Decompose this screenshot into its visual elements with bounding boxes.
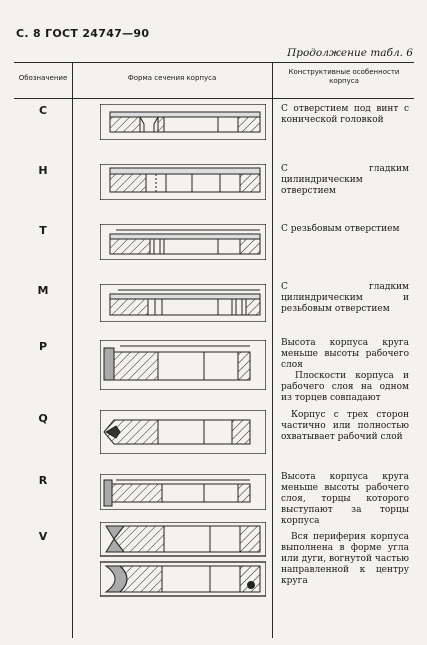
desc-paragraph: Высота корпуса круга меньше высоты рабочего слоя, торцы которого выступают за торцы корпуса <box>281 472 409 526</box>
row-code-p: P <box>38 340 48 353</box>
row-desc-m <box>281 282 409 315</box>
section-drawing-r <box>100 474 266 510</box>
desc-paragraph: Вся периферия корпуса выполнена в форме угла или дуги, вогнутой частью направленной к центру круга <box>281 532 409 586</box>
section-drawing-v <box>100 522 266 598</box>
table-continuation-label: Продолжение табл. 6 <box>287 47 413 59</box>
table-header-rule <box>14 98 414 99</box>
row-desc-h <box>281 164 409 197</box>
col-header-code: Обозначение <box>18 74 68 82</box>
row-code-h: H <box>38 164 48 177</box>
row-code-c: C <box>38 104 48 117</box>
desc-paragraph: С гладким цилиндрическим и резьбовым отверстием <box>281 282 409 314</box>
section-drawing-m <box>100 284 266 322</box>
col-header-shape: Форма сечения корпуса <box>127 74 217 82</box>
section-drawing-t <box>100 224 266 260</box>
row-desc-r <box>281 472 409 527</box>
section-drawing-q <box>100 410 266 454</box>
desc-paragraph: Высота корпуса круга меньше высоты рабочего слоя <box>281 338 409 370</box>
desc-paragraph: Корпус с трех сторон частично или полностью охватывает рабочий слой <box>281 410 409 442</box>
row-code-t: T <box>39 224 47 237</box>
column-divider <box>272 62 273 638</box>
row-code-v: V <box>38 530 48 543</box>
desc-paragraph: С резьбовым отверстием <box>281 224 400 234</box>
table-top-rule <box>14 62 414 63</box>
row-desc-v <box>281 532 409 587</box>
desc-paragraph: С отверстием под винт с конической головкой <box>281 104 409 125</box>
row-desc-p <box>281 338 409 404</box>
row-code-m: M <box>37 284 49 297</box>
row-desc-c <box>281 104 409 126</box>
row-desc-q <box>281 410 409 443</box>
row-code-r: R <box>38 474 48 487</box>
desc-paragraph: С гладким цилиндрическим отверстием <box>281 164 409 196</box>
row-desc-t <box>281 224 409 235</box>
desc-paragraph: Плоскости корпуса и рабочего слоя на одном из торцев совпадают <box>281 371 409 403</box>
section-drawing-h <box>100 164 266 200</box>
profile-table <box>14 62 414 638</box>
column-divider <box>72 62 73 638</box>
section-drawing-c <box>100 104 266 140</box>
col-header-features: Конструктивные особенности корпуса <box>288 68 400 85</box>
row-code-q: Q <box>38 412 48 425</box>
page-header: С. 8 ГОСТ 24747—90 <box>16 27 150 40</box>
section-drawing-p <box>100 340 266 390</box>
